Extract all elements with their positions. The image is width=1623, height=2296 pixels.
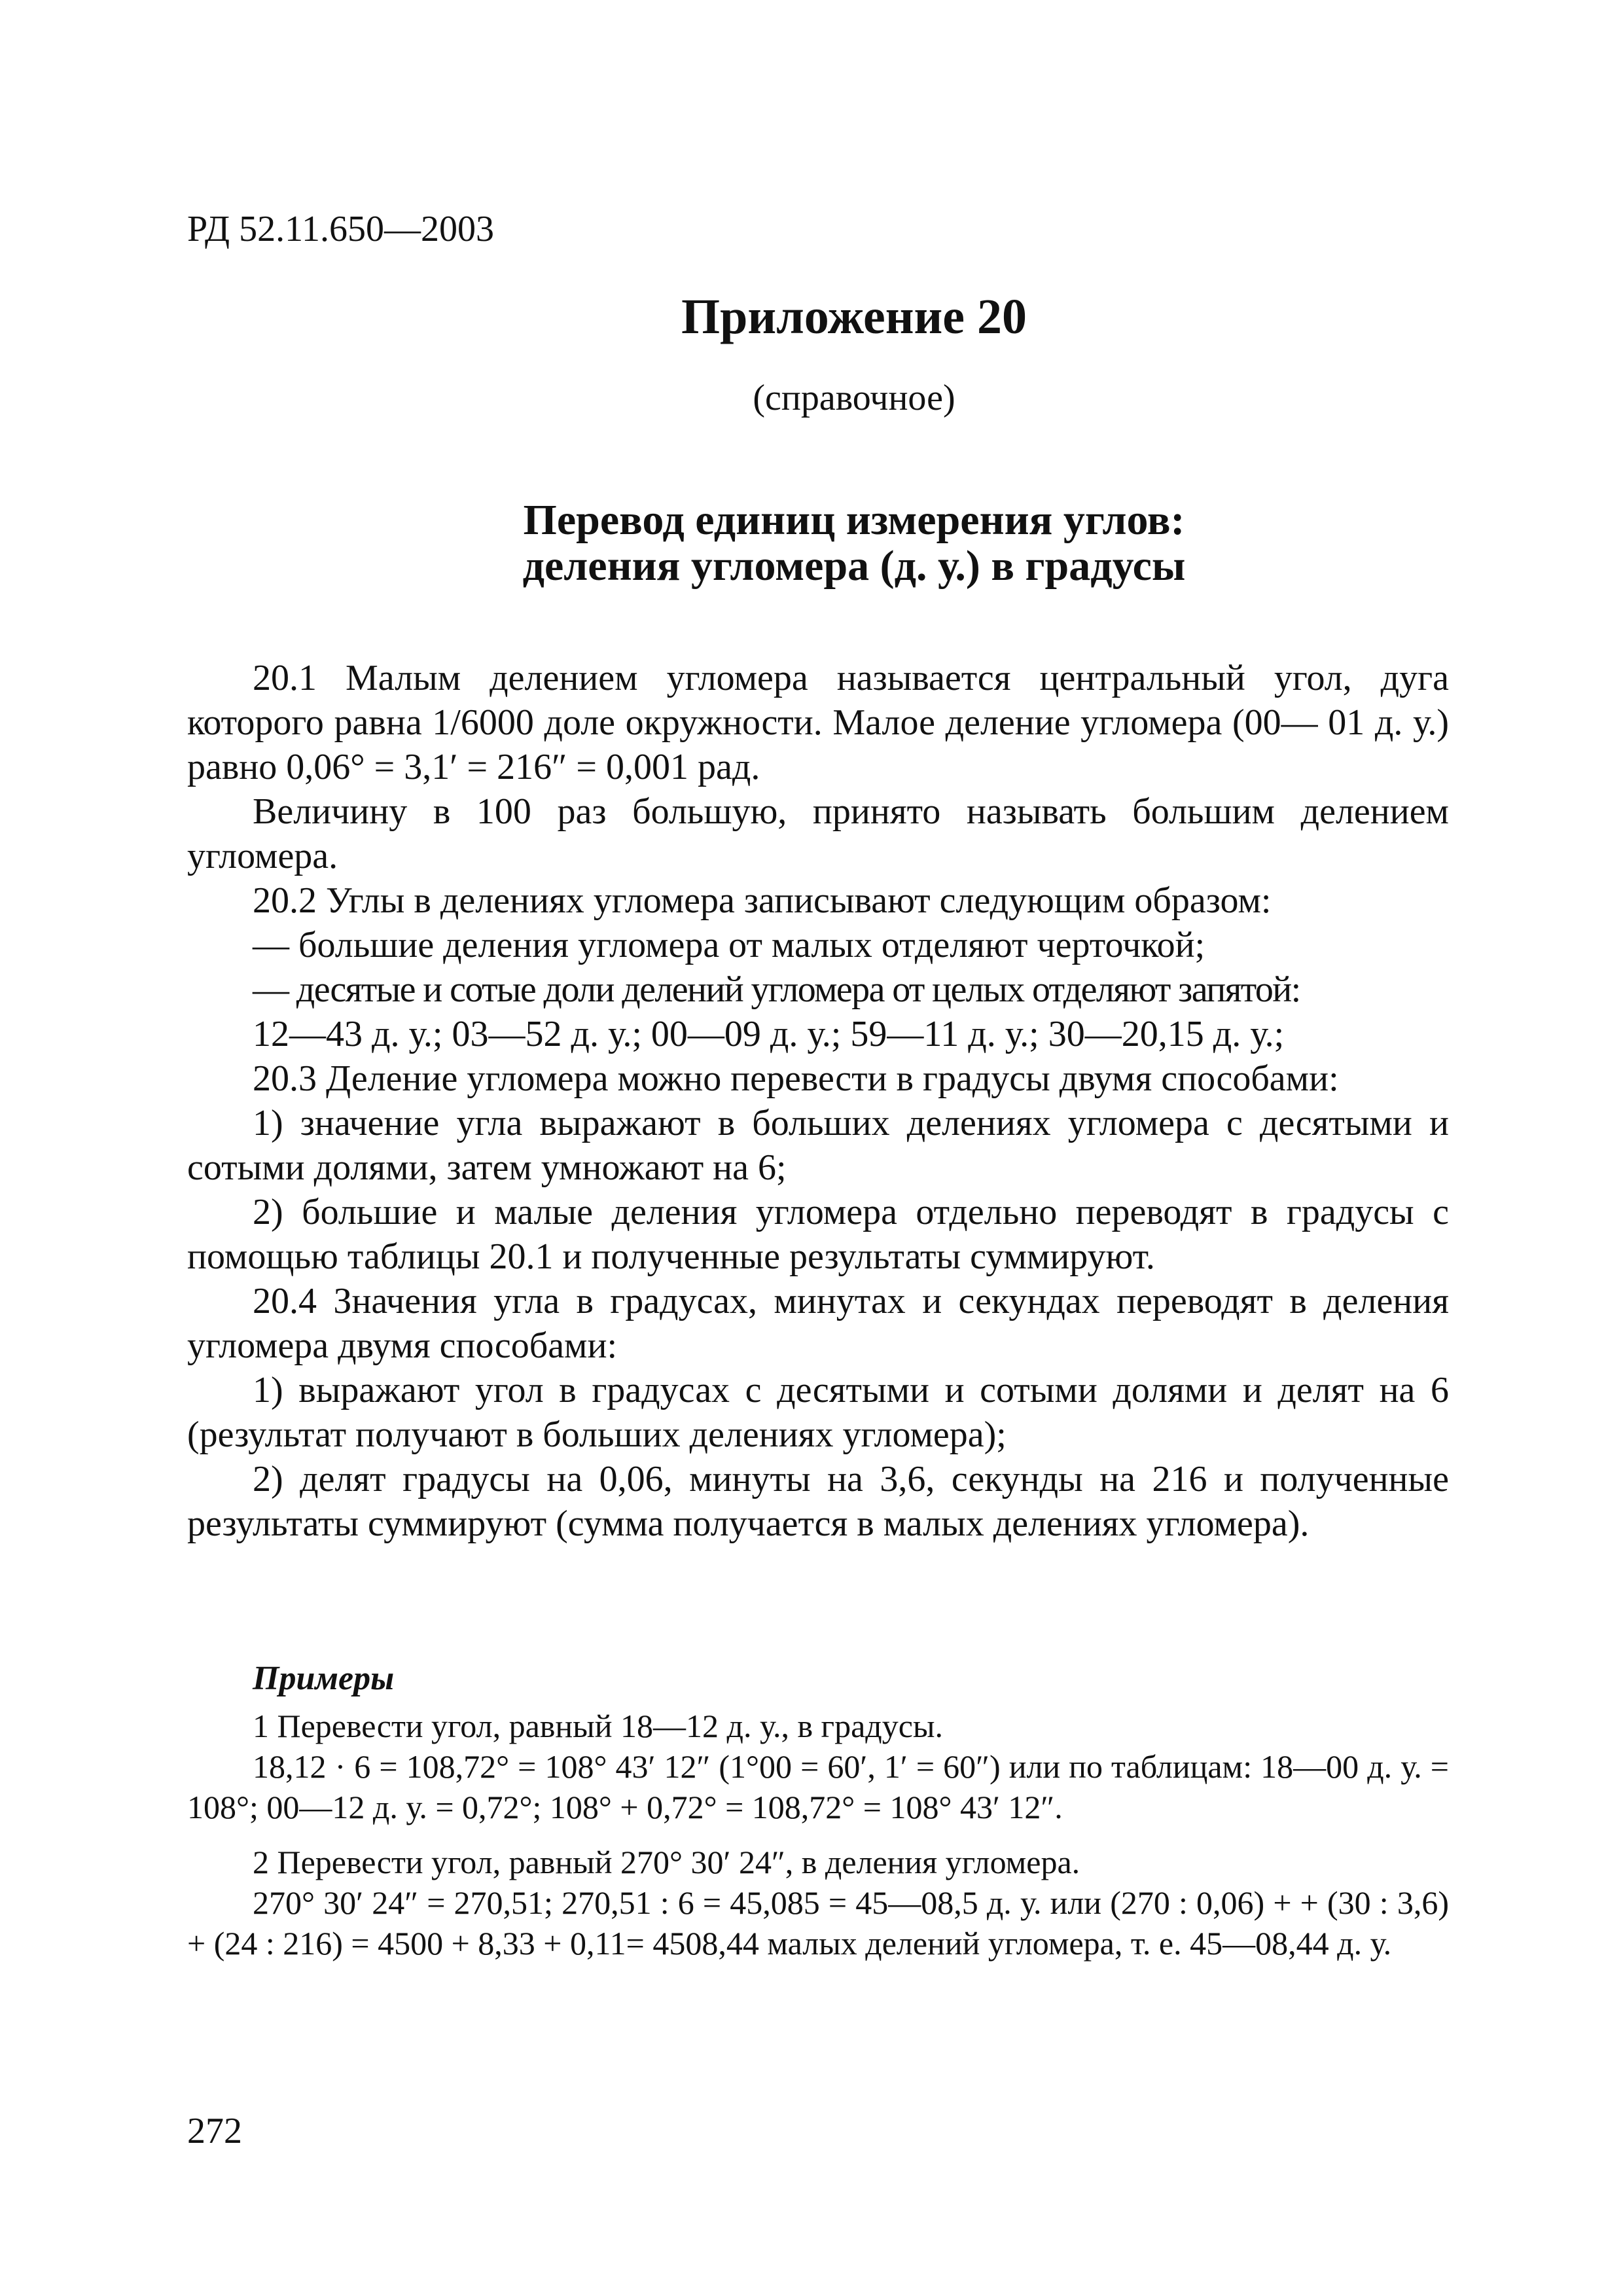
example-2-solution: 270° 30′ 24″ = 270,51; 270,51 : 6 = 45,085 = 45—08,5 д. у. или (270 : 0,06) + + (30 : 3,6) + (24 : 216) = 4500 + 8,33 + 0,11= 4508,44 малых делений угломера, т. е. 45—08,44 д. у. [187,1884,1449,1962]
section-title-line-2: деления угломера (д. у.) в градусы [522,542,1186,590]
body-text [187,656,1449,1546]
examples-section [187,1659,1449,1964]
appendix-note: (справочное) [753,378,955,418]
example-2-task: 2 Перевести угол, равный 270° 30′ 24″, в деления угломера. [253,1844,1080,1880]
paragraph-20-1: 20.1 Малым делением угломера называется центральный угол, дуга которого равна 1/6000 доле окружности. Малое деление угломера (00— 01 д. у.) равно 0,06° = 3,1′ = 216″ = 0,001 рад. [187,658,1449,787]
method-2-to-degrees: 2) большие и малые деления угломера отдельно переводят в градусы с помощью таблицы 20.1 и полученные результаты суммируют. [187,1192,1449,1277]
method-1-to-degrees: 1) значение угла выражают в больших делениях угломера с десятыми и сотыми долями, затем умножают на 6; [187,1103,1449,1188]
page-number: 272 [187,2111,242,2151]
example-1-solution: 18,12 · 6 = 108,72° = 108° 43′ 12″ (1°00 = 60′, 1′ = 60″) или по таблицам: 18—00 д. у. = 108°; 00—12 д. у. = 0,72°; 108° + 0,72° = 108,72° = 108° 43′ 12″. [187,1748,1449,1825]
section-title-line-1: Перевод единиц измерения углов: [523,496,1185,544]
list-item-comma: — десятые и сотые доли делений угломера от целых отделяют запятой: [253,969,1300,1010]
paragraph-20-4: 20.4 Значения угла в градусах, минутах и секундах переводят в деления угломера двумя способами: [187,1281,1449,1366]
notation-examples: 12—43 д. у.; 03—52 д. у.; 00—09 д. у.; 59—11 д. у.; 30—20,15 д. у.; [253,1014,1285,1054]
list-item-dash: — большие деления угломера от малых отделяют черточкой; [253,925,1205,965]
appendix-title: Приложение 20 [681,289,1027,344]
paragraph-20-3: 20.3 Деление угломера можно перевести в градусы двумя способами: [253,1058,1339,1099]
method-2-to-divisions: 2) делят градусы на 0,06, минуты на 3,6, секунды на 216 и полученные результаты суммируют (сумма получается в малых делениях угломера). [187,1459,1449,1544]
examples-heading: Примеры [253,1660,395,1697]
method-1-to-divisions: 1) выражают угол в градусах с десятыми и сотыми долями и делят на 6 (результат получают в больших делениях угломера); [187,1370,1449,1455]
document-code: РД 52.11.650—2003 [187,209,495,249]
paragraph-20-2: 20.2 Углы в делениях угломера записывают следующим образом: [253,880,1272,921]
paragraph-large-division: Величину в 100 раз большую, принято называть большим делением угломера. [187,791,1449,876]
section-title [0,497,1623,589]
example-1-task: 1 Перевести угол, равный 18—12 д. у., в градусы. [253,1708,943,1744]
